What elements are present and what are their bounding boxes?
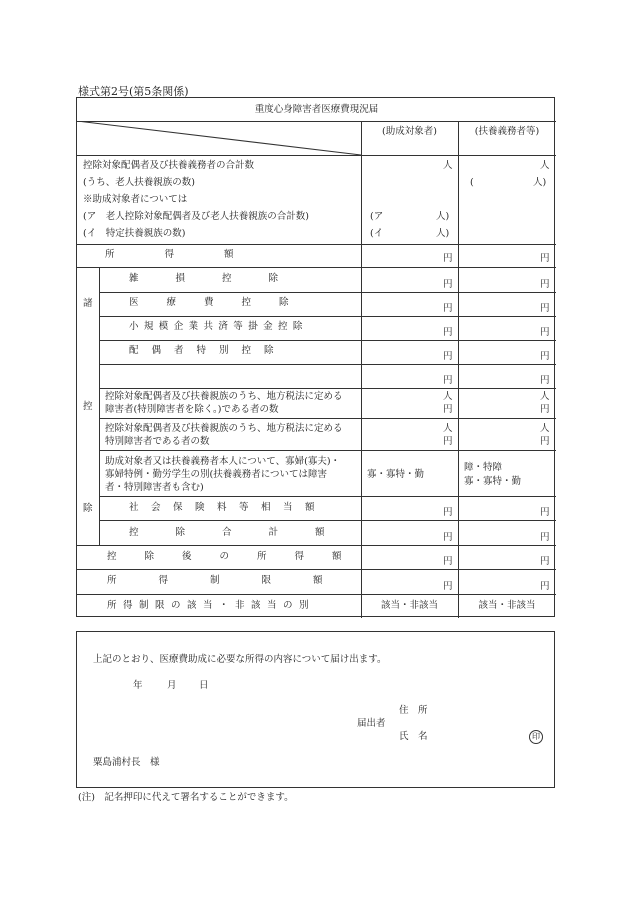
widow-line2: 寡婦特例・勤労学生の別(扶養義務者については障害 bbox=[105, 469, 328, 480]
after-supporter-yen: 円 bbox=[540, 556, 550, 567]
medical-applicant-yen: 円 bbox=[443, 303, 453, 314]
limit-status-supporter: 該当・非該当 bbox=[478, 600, 536, 611]
medical-supporter-yen: 円 bbox=[540, 303, 550, 314]
income-label-text: 所得額 bbox=[105, 249, 284, 260]
limit-supporter-yen: 円 bbox=[540, 581, 550, 592]
line-total bbox=[77, 545, 556, 546]
disabled-supporter-yen: 円 bbox=[540, 404, 550, 415]
social-supporter-yen: 円 bbox=[540, 507, 550, 518]
group-divider bbox=[99, 267, 100, 545]
dependents-supporter-sub-close: 人) bbox=[533, 177, 547, 188]
disabled-line1: 控除対象配偶者及び扶養親族のうち、地方税法に定める bbox=[105, 391, 343, 402]
dependents-line5: (イ 特定扶養親族の数) bbox=[83, 228, 186, 239]
special-supporter-yen: 円 bbox=[540, 436, 550, 447]
income-limit-label: 所得制限額 bbox=[107, 575, 365, 586]
header-diagonal bbox=[77, 121, 361, 155]
form-number: 様式第2号(第5条関係) bbox=[78, 85, 189, 98]
dependents-applicant-i-prefix: (イ bbox=[370, 228, 384, 239]
column-divider-1 bbox=[361, 121, 362, 618]
special-applicant-person: 人 bbox=[443, 423, 453, 434]
total-supporter-yen: 円 bbox=[540, 532, 550, 543]
limit-status-applicant: 該当・非該当 bbox=[380, 600, 438, 611]
declaration-box bbox=[76, 631, 555, 788]
date-month: 月 bbox=[167, 680, 177, 691]
widow-supporter-options-2: 寡・寡特・勤 bbox=[464, 476, 522, 487]
blank-applicant-yen: 円 bbox=[443, 375, 453, 386]
widow-supporter-options-1: 障・特障 bbox=[464, 462, 503, 473]
social-applicant-yen: 円 bbox=[443, 507, 453, 518]
special-supporter-person: 人 bbox=[540, 423, 550, 434]
dependents-line4: (ア 老人控除対象配偶者及び老人扶養親族の合計数) bbox=[83, 211, 309, 222]
disabled-applicant-person: 人 bbox=[443, 391, 453, 402]
name-label: 氏 名 bbox=[399, 731, 428, 742]
line-dependents bbox=[77, 244, 556, 245]
deduction-medical: 医療費控除 bbox=[129, 297, 317, 308]
deduction-group-char3: 除 bbox=[83, 503, 93, 514]
widow-line1: 助成対象者又は扶養義務者本人について、寡婦(寡夫)・ bbox=[105, 456, 341, 467]
income-applicant-yen: 円 bbox=[443, 253, 453, 264]
limit-status-label: 所得制限の該当・非該当の別 bbox=[107, 600, 316, 611]
disabled-line2: 障害者(特別障害者を除く。)である者の数 bbox=[105, 404, 279, 415]
line-blank bbox=[99, 388, 556, 389]
disabled-supporter-person: 人 bbox=[540, 391, 550, 402]
dependents-line1: 控除対象配偶者及び扶養義務者の合計数 bbox=[83, 160, 255, 171]
income-label bbox=[105, 249, 335, 261]
small-business-supporter-yen: 円 bbox=[540, 327, 550, 338]
line-income bbox=[77, 267, 556, 268]
total-applicant-yen: 円 bbox=[443, 532, 453, 543]
line-social bbox=[99, 520, 556, 521]
deduction-social-insurance: 社会保険料等相当額 bbox=[129, 502, 328, 513]
spouse-special-supporter-yen: 円 bbox=[540, 351, 550, 362]
seal-mark: 印 bbox=[529, 730, 543, 744]
line-after bbox=[77, 569, 556, 570]
address-label: 住 所 bbox=[399, 705, 428, 716]
column-header-applicant: (助成対象者) bbox=[382, 126, 437, 137]
small-business-applicant-yen: 円 bbox=[443, 327, 453, 338]
line-widow bbox=[99, 496, 556, 497]
spouse-special-applicant-yen: 円 bbox=[443, 351, 453, 362]
widow-line3: 者・特別障害者も含む) bbox=[105, 482, 204, 493]
income-supporter-yen: 円 bbox=[540, 253, 550, 264]
line-limit bbox=[77, 594, 556, 595]
deduction-small-business: 小規模企業共済等掛金控除 bbox=[129, 321, 308, 332]
deduction-total: 控除合計額 bbox=[129, 527, 362, 538]
recipient: 粟島浦村長 様 bbox=[93, 757, 160, 768]
deduction-casualty: 雑損控除 bbox=[129, 273, 316, 284]
special-applicant-yen: 円 bbox=[443, 436, 453, 447]
line-disabled bbox=[99, 418, 556, 419]
line-spouse bbox=[99, 364, 556, 365]
dependents-line3: ※助成対象者については bbox=[83, 194, 188, 205]
footnote: (注) 記名押印に代えて署名することができます。 bbox=[78, 792, 294, 803]
column-header-supporter: (扶養義務者等) bbox=[474, 126, 540, 137]
form-title: 重度心身障害者医療費現況届 bbox=[254, 104, 379, 115]
dependents-applicant-unit: 人 bbox=[443, 160, 453, 171]
line-casualty bbox=[99, 292, 556, 293]
special-line1: 控除対象配偶者及び扶養親族のうち、地方税法に定める bbox=[105, 423, 343, 434]
date-year: 年 bbox=[133, 680, 143, 691]
income-report-form bbox=[76, 97, 555, 617]
disabled-applicant-yen: 円 bbox=[443, 404, 453, 415]
dependents-applicant-a-prefix: (ア bbox=[370, 211, 384, 222]
dependents-line2: (うち、老人扶養親族の数) bbox=[83, 177, 195, 188]
dependents-supporter-sub-open: ( bbox=[470, 177, 474, 188]
casualty-supporter-yen: 円 bbox=[540, 279, 550, 290]
limit-applicant-yen: 円 bbox=[443, 581, 453, 592]
blank-supporter-yen: 円 bbox=[540, 375, 550, 386]
declaration-statement: 上記のとおり、医療費助成に必要な所得の内容について届け出ます。 bbox=[93, 654, 387, 665]
widow-applicant-options: 寡・寡特・勤 bbox=[367, 469, 425, 480]
line-small-business bbox=[99, 340, 556, 341]
dependents-supporter-unit: 人 bbox=[540, 160, 550, 171]
special-line2: 特別障害者である者の数 bbox=[105, 436, 210, 447]
line-medical bbox=[99, 316, 556, 317]
after-applicant-yen: 円 bbox=[443, 556, 453, 567]
deduction-group-char1: 諸 bbox=[83, 298, 93, 309]
deduction-spouse-special: 配偶者特別控除 bbox=[129, 345, 287, 356]
dependents-applicant-a-unit: 人) bbox=[436, 211, 450, 222]
deduction-group-char2: 控 bbox=[83, 401, 93, 412]
after-deduction-label: 控除後の所得額 bbox=[107, 551, 370, 562]
applicant-label: 届出者 bbox=[357, 718, 386, 729]
casualty-applicant-yen: 円 bbox=[443, 279, 453, 290]
dependents-applicant-i-unit: 人) bbox=[436, 228, 450, 239]
date-day: 日 bbox=[199, 680, 209, 691]
line-special bbox=[99, 450, 556, 451]
column-divider-2 bbox=[458, 121, 459, 618]
line-header bbox=[77, 155, 556, 156]
